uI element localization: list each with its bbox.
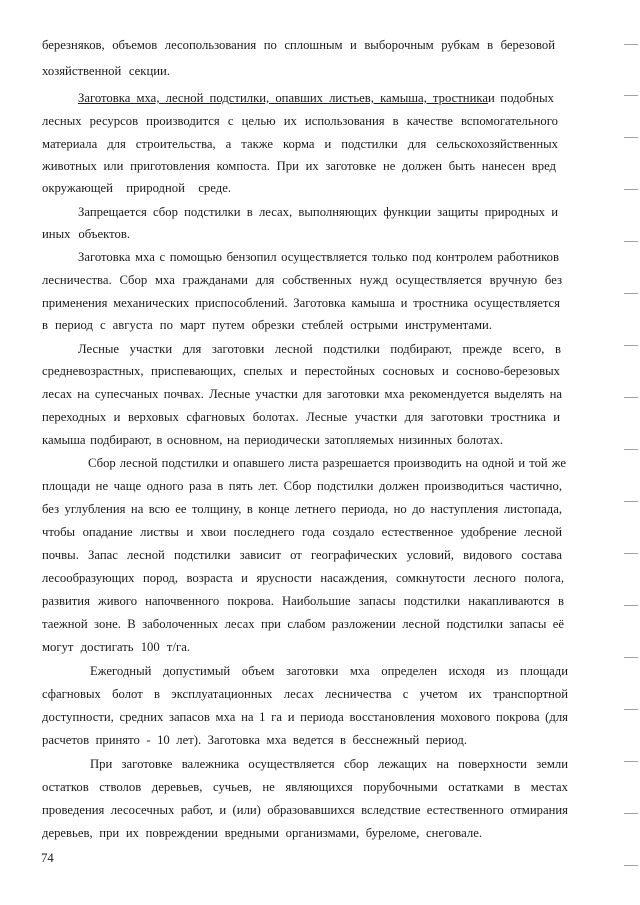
- text-line: животных или приготовления компоста. При их заготовке не должен быть нанесен вред: [42, 159, 556, 173]
- text-line: остатков стволов деревьев, сучьев, не являющихся порубочными остатками в местах: [42, 780, 568, 794]
- text-line: доступности, средних запасов мха на 1 га и периода восстановления мохового покрова (для: [42, 710, 568, 724]
- text-line: расчетов принято - 10 лет). Заготовка мха ведется в бесснежный период.: [42, 733, 467, 747]
- text-line: материала для строительства, а также корма и подстилки для сельскохозяйственных: [42, 137, 558, 151]
- text-line: лесных ресурсов производится с целью их использования в качестве вспомогательного: [42, 114, 558, 128]
- scan-edge-mark: [624, 397, 638, 398]
- underlined-heading: Заготовка мха, лесной подстилки, опавших листьев, камыша, тростника: [78, 91, 488, 105]
- text-line: переходных и верховых сфагновых болотах. Лесные участки для заготовки тростника и: [42, 410, 560, 424]
- text-line: Лесные участки для заготовки лесной подстилки подбирают, прежде всего, в: [78, 342, 561, 356]
- text-line: таежной зоне. В заболоченных лесах при слабом разложении лесной подстилки запасы её: [42, 617, 564, 631]
- text-line: камыша подбирают, в основном, на периодически затопляемых низинных болотах.: [42, 433, 503, 447]
- text-line: могут достигать 100 т/га.: [42, 640, 190, 654]
- text-line: лесообразующих пород, возраста и ярусности насаждения, сомкнутости лесного полога,: [42, 571, 564, 585]
- scan-edge-mark: [624, 449, 638, 450]
- text-line: чтобы опадание листвы и хвои последнего года создало естественное удобрение лесной: [42, 525, 562, 539]
- text-line: без углубления на всю ее толщину, в конце летнего периода, но до наступления листопада,: [42, 502, 562, 516]
- text-line: иных объектов.: [42, 227, 130, 241]
- text-line: развития живого напочвенного покрова. Наибольшие запасы подстилки накапливаются в: [42, 594, 564, 608]
- text-line: лесничества. Сбор мха гражданами для собственных нужд осуществляется вручную без: [42, 273, 562, 287]
- text-line: деревьев, при их повреждении вредными организмами, буреломе, снеговале.: [42, 826, 482, 840]
- scan-edge-mark: [624, 293, 638, 294]
- text-line: окружающей природной среде.: [42, 181, 231, 195]
- scan-edge-mark: [624, 345, 638, 346]
- text-line: Заготовка мха, лесной подстилки, опавших листьев, камыша, тростника и подобных: [0, 88, 640, 108]
- text-line: Заготовка мха с помощью бензопил осуществляется только под контролем работников: [78, 250, 559, 264]
- text-line: При заготовке валежника осуществляется сбор лежащих на поверхности земли: [90, 757, 568, 771]
- scan-edge-mark: [624, 501, 638, 502]
- text-line: проведения лесосечных работ, и (или) образовавшихся вследствие естественного отмирания: [42, 803, 568, 817]
- scan-edge-mark: [624, 657, 638, 658]
- text-line: площади не чаще одного раза в пять лет. Сбор подстилки должен производиться частично,: [42, 479, 562, 493]
- scan-edge-mark: [624, 605, 638, 606]
- page-number: 74: [41, 851, 54, 865]
- text-line: почвы. Запас лесной подстилки зависит от географических условий, видового состава: [42, 548, 562, 562]
- scan-edge-mark: [624, 137, 638, 138]
- text-line: хозяйственной секции.: [42, 64, 170, 78]
- text-line: применения механических приспособлений. Заготовка камыша и тростника осуществляется: [42, 296, 560, 310]
- scan-edge-mark: [624, 553, 638, 554]
- scan-edge-mark: [624, 241, 638, 242]
- text-line: Ежегодный допустимый объем заготовки мха определен исходя из площади: [90, 664, 568, 678]
- text-line: Сбор лесной подстилки и опавшего листа разрешается производить на одной и той же: [88, 456, 566, 470]
- text-line: Запрещается сбор подстилки в лесах, выполняющих функции защиты природных и: [78, 205, 558, 219]
- scan-edge-mark: [624, 44, 638, 45]
- scan-edge-mark: [624, 813, 638, 814]
- scan-edge-mark: [624, 709, 638, 710]
- scan-edge-mark: [624, 761, 638, 762]
- text-line: лесах на супесчаных почвах. Лесные участки для заготовки мха рекомендуется выделять на: [42, 387, 562, 401]
- text-line: березняков, объемов лесопользования по сплошным и выборочным рубкам в березовой: [42, 38, 555, 52]
- scan-edge-mark: [624, 189, 638, 190]
- text-line: сфагновых болот в эксплуатационных лесах лесничества с учетом их транспортной: [42, 687, 568, 701]
- scan-edge-mark: [624, 95, 638, 96]
- text-line: средневозрастных, приспевающих, спелых и перестойных сосновых и сосново-березовых: [42, 364, 560, 378]
- scan-edge-mark: [624, 865, 638, 866]
- text-line: в период с августа по март путем обрезки стеблей острыми инструментами.: [42, 318, 492, 332]
